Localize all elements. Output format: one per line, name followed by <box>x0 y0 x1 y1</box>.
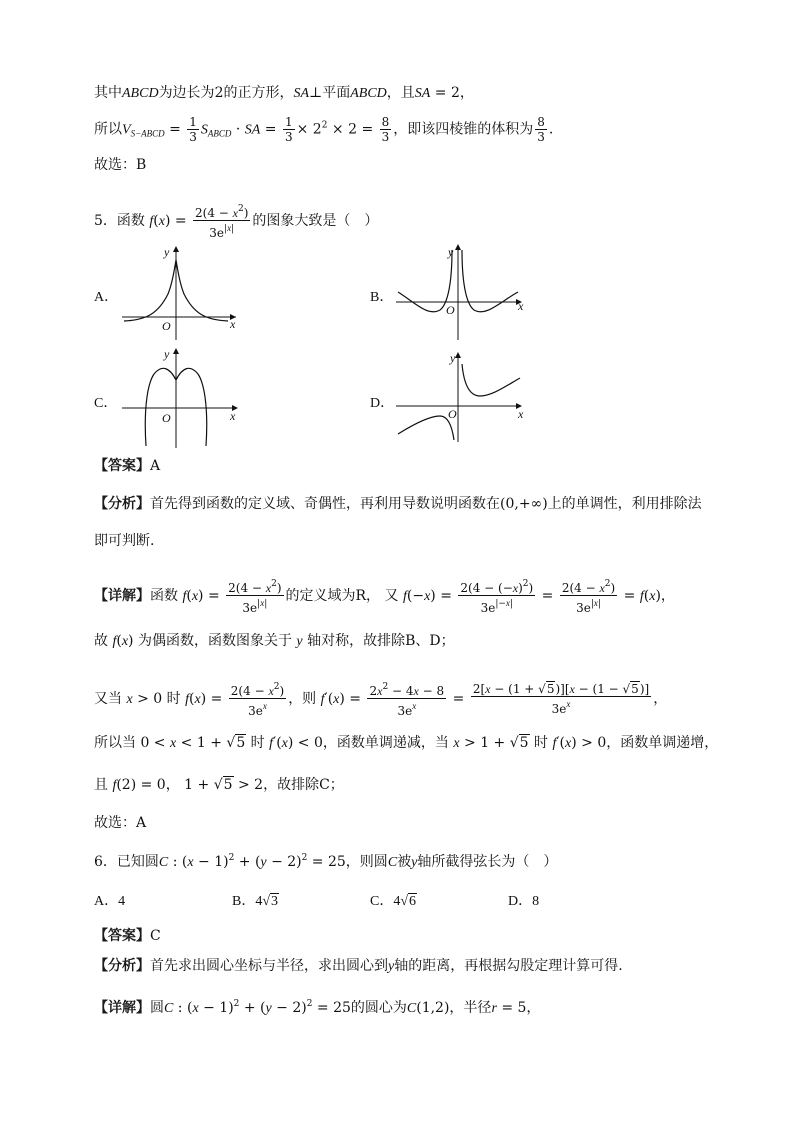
graph-b-y-label: y <box>448 245 454 259</box>
graph-a-x-label: x <box>230 317 236 331</box>
graph-b-x-label: x <box>518 299 524 313</box>
q5-option-c: C． <box>94 396 118 411</box>
q5-option-a: A． <box>94 290 119 305</box>
answer-value: A <box>150 458 161 474</box>
q6-stem: 6．已知圆C : $(x - 1)^2 + (y - 2)^2 = 25$，则圆C被y轴所截得弦长为（ ） <box>94 853 558 870</box>
q5-detail-line-1: 【详解】函数 f(x) = $\frac{2(4 - x^2)}{3e^{|x|}}$ 的定义域为R， 又 f(−x) = $\frac{2(4 - (-x)^2)}{3e^{|-x|}}$ = $\frac{2(4 - x^2)}{3e^{|x|}}$ = f(x)， <box>94 579 675 615</box>
q5-stem: 5．函数 f(x) = $\frac{2(4 - x^2)}{3e^{|x|}}$ 的图象大致是（ ） <box>94 204 379 240</box>
q6-option-c: C．4√6 <box>370 894 417 909</box>
q6-option-a: A．4 <box>94 894 126 909</box>
graph-c-x-label: x <box>230 409 236 423</box>
q6-analysis: 【分析】首先求出圆心坐标与半径，求出圆心到y轴的距离，再根据勾股定理计算可得. <box>94 958 623 974</box>
q5-detail-line-2: 故 f(x) 为偶函数，函数图象关于 y 轴对称，故排除B、D； <box>94 633 455 649</box>
q6-option-b: B．4√3 <box>232 894 279 909</box>
q6-option-d: D．8 <box>508 894 540 909</box>
intro-line-2: 所以$V_{S-ABCD}$ = $\frac{1}{3}$ $S_{ABCD}$ · SA = $\frac{1}{3}$ × $2^2 \times 2$ = $\frac{8}{3}$ ，即该四棱锥的体积为 $\frac{8}{3}$ . <box>94 115 554 144</box>
answer-tag: 【答案】 <box>94 458 150 474</box>
q6-answer: 【答案】C <box>94 928 161 944</box>
graph-c-origin: O <box>162 411 171 425</box>
q5-option-b: B． <box>370 290 394 305</box>
graph-d-origin: O <box>448 407 457 421</box>
graph-c <box>118 346 248 450</box>
graph-d <box>394 350 529 450</box>
q5-detail-line-5: 且 f(2) = 0， 1 + √5 > 2，故排除C； <box>94 777 344 793</box>
q5-analysis-line-2: 即可判断. <box>94 533 155 549</box>
q5-analysis-line-1: 【分析】首先得到函数的定义域、奇偶性，再利用导数说明函数在(0,+∞)上的单调性，利用排除法 <box>94 496 702 512</box>
graph-d-y-label: y <box>450 351 456 365</box>
q5-answer <box>94 456 160 476</box>
q6-detail: 【详解】圆C : $(x - 1)^2 + (y - 2)^2 = 25$的圆心为C(1,2)，半径r = 5， <box>94 999 541 1016</box>
graph-a <box>118 242 248 342</box>
graph-b-origin: O <box>446 303 455 317</box>
graph-b <box>394 242 529 342</box>
graph-c-y-label: y <box>164 347 170 361</box>
q5-choose: 故选：A <box>94 815 147 831</box>
graph-a-y-label: y <box>164 245 170 259</box>
intro-line-1: 其中ABCD为边长为2的正方形，SA⊥平面ABCD，且SA = 2， <box>94 85 474 101</box>
graph-d-x-label: x <box>518 407 524 421</box>
q5-detail-line-4: 所以当 0 < x < 1 + √5 时 f′(x) < 0，函数单调递减，当 x > 1 + √5 时 f′(x) > 0，函数单调递增， <box>94 735 719 751</box>
q5-option-d: D． <box>370 396 395 411</box>
q5-detail-line-3: 又当 x > 0 时 f(x) = $\frac{2(4 - x^2)}{3e^x}$ ，则 f′(x) = $\frac{2x^2 - 4x - 8}{3e^x}$ = $\frac{2[x - (1 + √5)][x - (1 - √5)]}{3e^x}$ ， <box>94 682 668 718</box>
intro-answer: 故选：B <box>94 157 147 173</box>
graph-a-origin: O <box>162 319 171 333</box>
